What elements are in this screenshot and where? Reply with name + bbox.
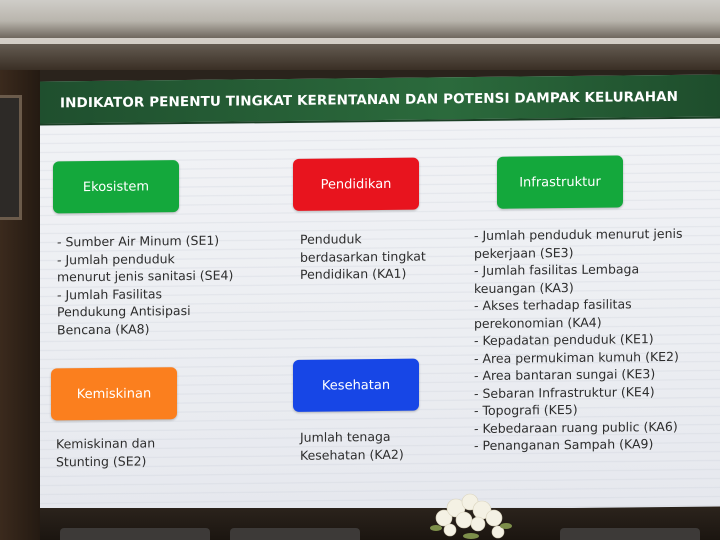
slide-title: INDIKATOR PENENTU TINGKAT KERENTANAN DAN POTENSI DAMPAK KELURAHAN	[60, 88, 679, 112]
description-line: Kemiskinan dan	[56, 435, 156, 452]
description-line: Pendidikan (KA1)	[300, 265, 407, 282]
description-line: menurut jenis sanitasi (SE4)	[57, 267, 234, 285]
description-line: Jumlah tenaga	[300, 428, 391, 445]
description-line: - Kepadatan penduduk (KE1)	[474, 331, 654, 349]
category-box-kesehatan	[293, 359, 419, 412]
description-line: perekonomian (KA4)	[474, 314, 602, 331]
category-label: Pendidikan	[320, 176, 392, 193]
category-label: Kesehatan	[321, 377, 391, 394]
category-box-kemiskinan	[51, 367, 177, 420]
chair-back	[230, 528, 360, 540]
flower-arrangement-image	[426, 488, 516, 540]
category-description-infrastruktur	[474, 225, 683, 455]
description-line: - Sumber Air Minum (SE1)	[57, 232, 220, 250]
ceiling-light-strip	[0, 38, 720, 44]
category-box-pendidikan	[293, 158, 419, 211]
category-label: Infrastruktur	[519, 174, 601, 191]
ceiling	[0, 0, 720, 70]
description-line: - Jumlah Fasilitas	[57, 285, 163, 302]
description-line: Stunting (SE2)	[56, 452, 147, 469]
chair-back	[560, 528, 700, 540]
description-line: - Jumlah fasilitas Lembaga	[474, 261, 640, 279]
chair-back	[60, 528, 210, 540]
description-line: - Jumlah penduduk menurut jenis	[474, 225, 683, 244]
description-line: Kesehatan (KA2)	[300, 446, 404, 463]
projection-screen	[40, 74, 720, 513]
description-line: - Area bantaran sungai (KE3)	[474, 366, 656, 384]
description-line: Pendukung Antisipasi	[57, 302, 191, 320]
description-line: berdasarkan tingkat	[300, 248, 426, 265]
category-description-kesehatan	[300, 428, 404, 464]
slide-header-bar	[40, 74, 720, 125]
description-line: keuangan (KA3)	[474, 279, 574, 296]
description-line: pekerjaan (SE3)	[474, 244, 574, 261]
category-description-ekosistem	[57, 232, 233, 339]
category-description-kemiskinan	[56, 434, 155, 470]
description-line: - Jumlah penduduk	[57, 250, 175, 267]
description-line: - Sebaran Infrastruktur (KE4)	[474, 383, 655, 401]
category-box-ekosistem	[53, 160, 179, 213]
category-box-infrastruktur	[497, 155, 623, 208]
description-line: Bencana (KA8)	[57, 320, 150, 337]
description-line: - Akses terhadap fasilitas	[474, 296, 632, 314]
category-label: Kemiskinan	[76, 385, 152, 402]
description-line: Penduduk	[300, 231, 362, 247]
wall-picture-frame	[0, 95, 22, 220]
description-line: - Penanganan Sampah (KA9)	[474, 436, 654, 454]
category-description-pendidikan	[300, 230, 426, 284]
description-line: - Kebedaraan ruang public (KA6)	[474, 418, 678, 436]
category-label: Ekosistem	[82, 178, 150, 195]
description-line: - Area permukiman kumuh (KE2)	[474, 348, 679, 366]
description-line: - Topografi (KE5)	[474, 401, 578, 419]
